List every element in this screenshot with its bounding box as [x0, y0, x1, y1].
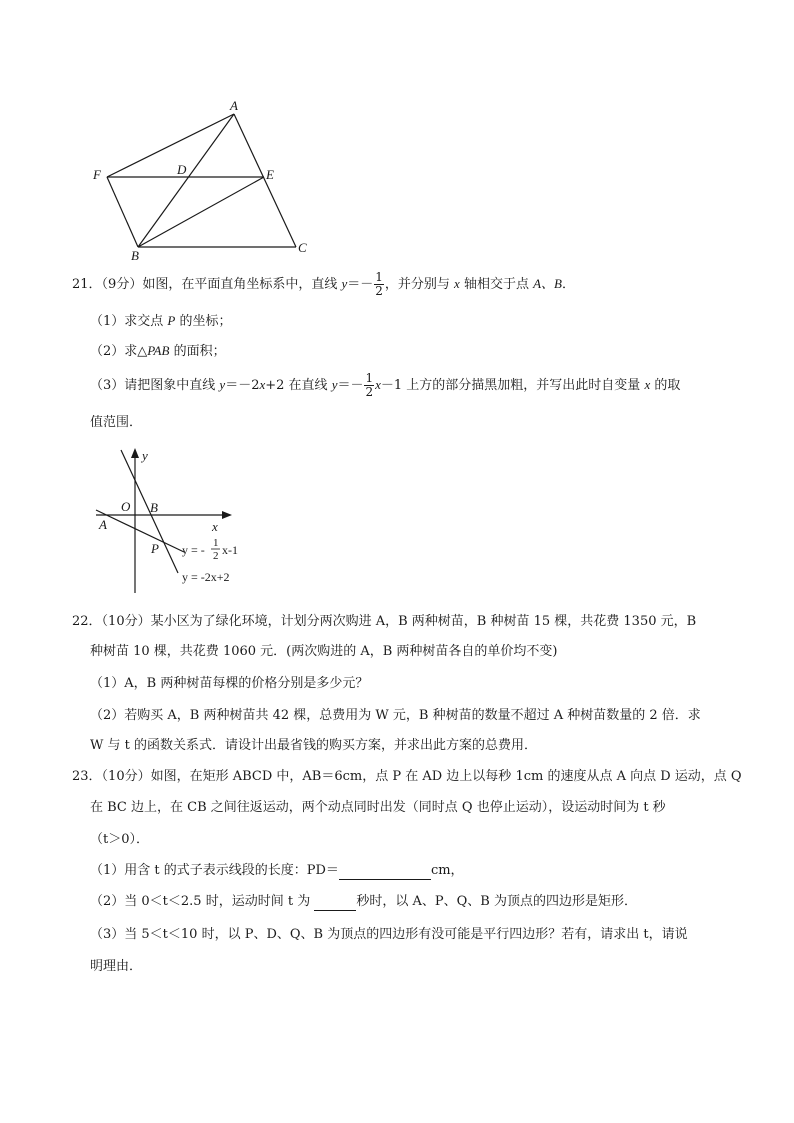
fraction-half-2: $\frac{1}{2}$: [365, 371, 374, 399]
label-E: E: [266, 167, 274, 182]
q22-line2: 种树苗 10 棵，共花费 1060 元．(两次购进的 A，B 两种树苗各自的单价均不变): [90, 644, 558, 659]
q21-line1: 21．（9分）如图，在平面直角坐标系中，直线 y＝－ $\frac{1}{2}$ ，并分别与 x 轴相交于点 A、B．: [72, 270, 575, 298]
q23-sub2: （2）当 0＜t＜2.5 时，运动时间 t 为 秒时，以 A、P、Q、B 为顶点的四边形是矩形．: [90, 894, 637, 909]
q22-line1: 22．（10分）某小区为了绿化环境，计划分两次购进 A，B 两种树苗，B 种树苗 15 棵，共花费 1350 元，B: [72, 614, 697, 629]
coordinate-graph: [88, 445, 268, 595]
equation-1-denominator: 2: [213, 550, 219, 562]
label-D: D: [177, 162, 187, 177]
segment-AC: [234, 114, 296, 247]
label-A: A: [99, 517, 107, 532]
equation-1-prefix: y = -: [182, 543, 205, 557]
label-B: B: [131, 248, 139, 263]
q21-sub3-line2: 值范围．: [90, 415, 143, 430]
segment-FA: [107, 114, 234, 177]
x-axis-label: x: [212, 519, 218, 534]
answer-blank-t[interactable]: [314, 895, 356, 911]
q21-sub2: （2）求△PAB 的面积；: [90, 343, 226, 359]
q23-sub1: （1）用含 t 的式子表示线段的长度：PD＝ cm，: [90, 863, 464, 878]
label-B: B: [150, 500, 158, 515]
equation-1-suffix: x-1: [222, 543, 238, 557]
q23-line2: 在 BC 边上，在 CB 之间往返运动，两个动点同时出发（同时点 Q 也停止运动），设运动时间为 t 秒: [90, 800, 666, 815]
answer-blank-pd[interactable]: [339, 864, 431, 880]
q22-sub2-line2: W 与 t 的函数关系式．请设计出最省钱的购买方案，并求出此方案的总费用．: [90, 738, 537, 753]
q23-sub3-line1: （3）当 5＜t＜10 时，以 P、D、Q、B 为顶点的四边形有没可能是平行四边形？若有，请求出 t，请说: [90, 927, 688, 942]
line-neg-half-x-minus1: [96, 510, 184, 552]
label-F: F: [93, 167, 101, 182]
label-C: C: [298, 240, 307, 255]
equation-2: y = -2x+2: [182, 570, 230, 584]
q23-sub3-line2: 明理由．: [90, 959, 143, 974]
q23-line3: （t＞0）．: [90, 832, 149, 847]
segment-FB: [107, 177, 138, 247]
q22-sub2-line1: （2）若购买 A，B 两种树苗共 42 棵，总费用为 W 元，B 种树苗的数量不超过 A 种树苗数量的 2 倍．求: [90, 708, 701, 723]
origin-label: O: [121, 499, 131, 514]
segment-BA: [138, 114, 234, 247]
label-A: A: [230, 98, 238, 113]
y-axis-label: y: [142, 448, 148, 463]
y-axis-arrow: [131, 448, 139, 458]
q22-sub1: （1）A，B 两种树苗每棵的价格分别是多少元？: [90, 676, 369, 691]
label-P: P: [151, 541, 159, 556]
equation-1-numerator: 1: [213, 537, 219, 549]
fraction-half: $\frac{1}{2}$: [375, 270, 383, 298]
q21-sub1: （1）求交点 P 的坐标；: [90, 313, 232, 329]
segment-BE: [138, 177, 264, 247]
x-axis-arrow: [222, 511, 232, 519]
q23-line1: 23．（10分）如图，在矩形 ABCD 中，AB＝6cm，点 P 在 AD 边上以每秒 1cm 的速度从点 A 向点 D 运动，点 Q: [72, 769, 742, 784]
parallelogram-figure: [80, 95, 320, 265]
q21-sub3-line1: （3）请把图象中直线 y＝－2x+2 在直线 y＝－ $\frac{1}{2}$ x－1 上方的部分描黑加粗，并写出此时自变量 x 的取: [90, 371, 681, 399]
